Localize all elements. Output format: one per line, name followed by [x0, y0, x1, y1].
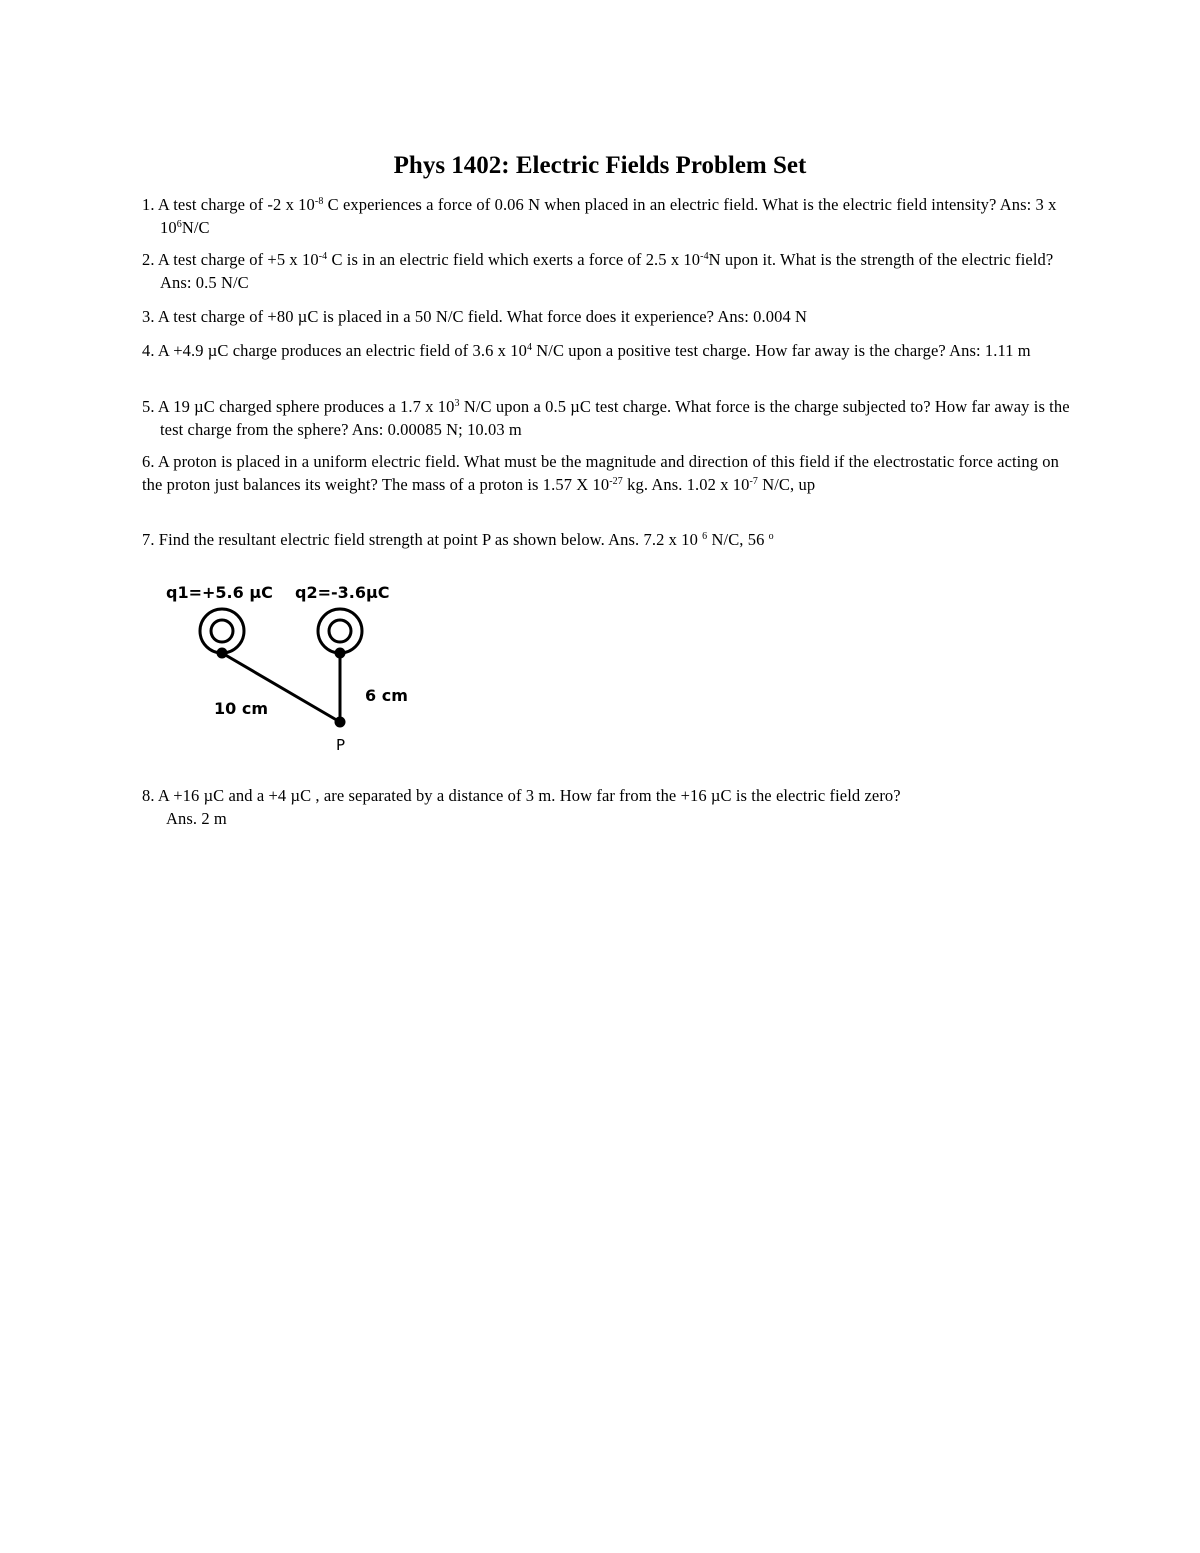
problem-number: 3. [142, 307, 155, 326]
problem-text: Find the resultant electric field strength at point P as shown below. Ans. 7.2 x 10 [154, 530, 703, 549]
problem-8-answer: Ans. 2 m [166, 809, 227, 828]
problem-text: A 19 µC charged sphere produces a 1.7 x 10 [157, 397, 455, 416]
q1-label: q1=+5.6 µC [166, 583, 273, 602]
problem-text: A +4.9 µC charge produces an electric field of 3.6 x 10 [157, 341, 527, 360]
problem-text: N/C, 56 [707, 530, 769, 549]
distance-label-10cm: 10 cm [214, 699, 268, 718]
problem-3 [142, 305, 1080, 328]
problem-text: A test charge of +5 x 10 [157, 250, 319, 269]
exponent: -8 [314, 196, 324, 207]
exponent: -7 [749, 476, 758, 487]
point-p-dot [335, 717, 346, 728]
problem-text: kg. Ans. 1.02 x 10 [622, 475, 750, 494]
problem-text: A test charge of -2 x 10 [157, 195, 315, 214]
point-p-label: P [336, 736, 346, 754]
exponent: 3 [454, 398, 460, 409]
distance-label-6cm: 6 cm [365, 686, 408, 705]
problem-number: 5. [142, 397, 155, 416]
q2-label: q2=-3.6µC [295, 583, 390, 602]
problem-5 [142, 395, 1080, 441]
problem-number: 1. [142, 195, 155, 214]
problem-1 [142, 193, 1080, 239]
problem-8 [142, 784, 1062, 830]
problem-text: N upon it. What is the strength of the electric field? Ans: 0.5 N/C [160, 250, 1054, 292]
problem-text: N/C upon a 0.5 µC test charge. What force is the charge subjected to? How far away is the test charge from the sphere? Ans: 0.00085 N; 10.03 m [160, 397, 1070, 439]
problem-7 [142, 528, 1062, 551]
problem-text: C experiences a force of 0.06 N when placed in an electric field. What is the electric field intensity? Ans: 3 x 10 [160, 195, 1057, 237]
degree-symbol: o [768, 531, 774, 542]
problem-number: 2. [142, 250, 155, 269]
problem-number: 4. [142, 341, 155, 360]
exponent: -4 [700, 251, 709, 262]
exponent: 6 [702, 531, 708, 542]
charge-diagram [150, 570, 430, 760]
problem-text: A proton is placed in a uniform electric field. What must be the magnitude and direction of this field if the electrostatic force acting on the proton just balances its weight? The mass of a proton is 1.57 X 10 [142, 452, 1059, 494]
problem-text: N/C, up [758, 475, 816, 494]
exponent: 4 [526, 342, 533, 353]
q1-node-dot [217, 648, 228, 659]
problem-2 [142, 248, 1080, 294]
q1-charge-icon [200, 609, 244, 653]
problem-text: A +16 µC and a +4 µC , are separated by a distance of 3 m. How far from the +16 µC is the electric field zero? [157, 786, 901, 805]
problem-4 [142, 339, 1080, 362]
exponent: -4 [318, 251, 328, 262]
problem-number: 7. [142, 530, 155, 549]
q2-charge-icon [318, 609, 362, 653]
problem-number: 6. [142, 452, 155, 471]
exponent: -27 [609, 476, 623, 487]
problem-6 [142, 450, 1062, 496]
problem-number: 8. [142, 786, 155, 805]
page-title: Phys 1402: Electric Fields Problem Set [393, 152, 807, 179]
problem-text: N/C upon a positive test charge. How far away is the charge? Ans: 1.11 m [532, 341, 1031, 360]
exponent: 6 [176, 219, 182, 230]
problem-text: N/C [181, 218, 210, 237]
problem-text: C is in an electric field which exerts a force of 2.5 x 10 [327, 250, 701, 269]
problem-text: A test charge of +80 µC is placed in a 50 N/C field. What force does it experience? Ans: 0.004 N [157, 307, 808, 326]
q2-node-dot [335, 648, 346, 659]
